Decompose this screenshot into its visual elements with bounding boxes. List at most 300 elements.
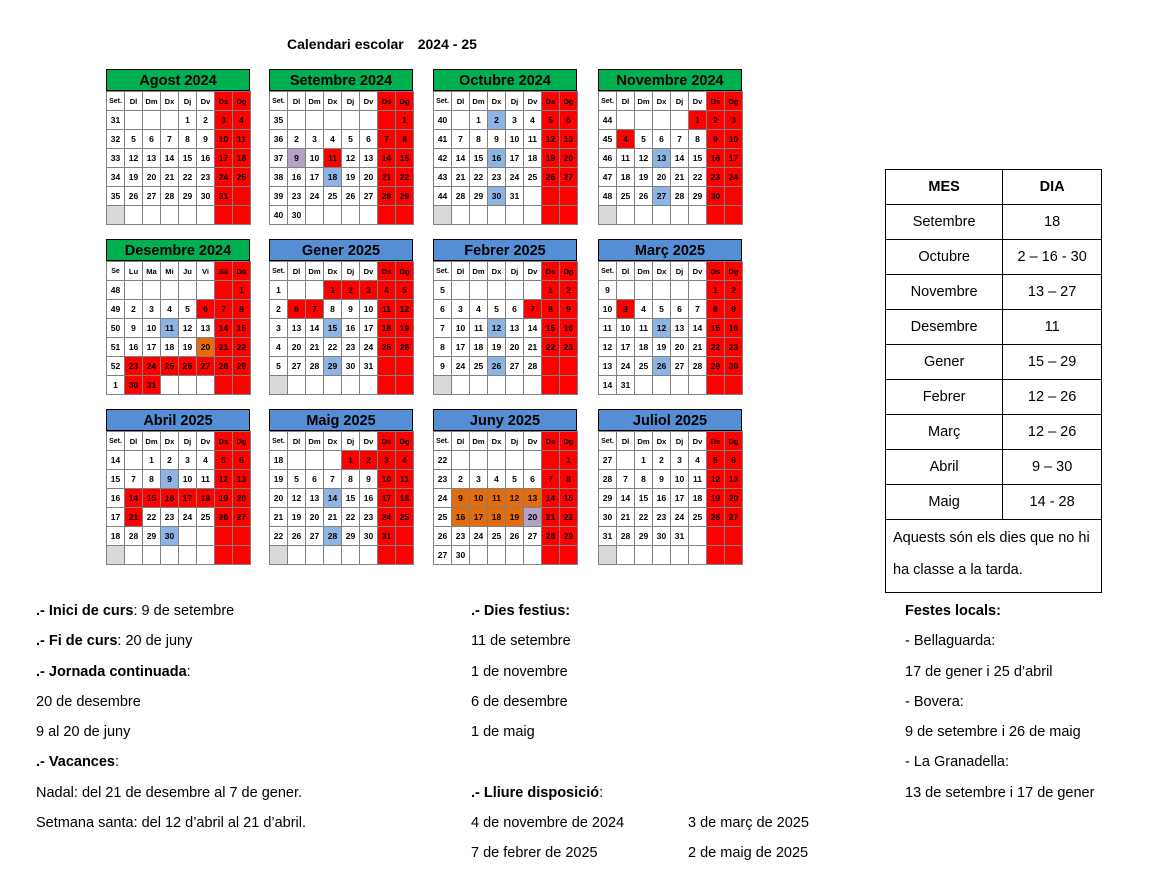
week-row <box>599 187 743 206</box>
day-cell: 28 <box>378 187 396 206</box>
weekday-cell: Ds <box>542 262 560 281</box>
day-cell: 6 <box>506 300 524 319</box>
day-cell: 9 <box>725 300 743 319</box>
week-number: 45 <box>599 130 617 149</box>
festa-local-item: - Bovera: <box>905 693 964 710</box>
inici-label: .- Inici de curs <box>36 603 134 619</box>
mid-info-column <box>471 596 624 869</box>
weekday-cell: Ds <box>378 92 396 111</box>
day-cell: 22 <box>396 168 414 187</box>
day-cell: 23 <box>360 508 378 527</box>
day-cell: 9 <box>342 300 360 319</box>
day-cell: 13 <box>360 149 378 168</box>
week-row <box>434 281 578 300</box>
week-row <box>270 281 414 300</box>
day-cell: 1 <box>143 451 161 470</box>
day-cell: 14 <box>671 149 689 168</box>
day-cell: 27 <box>360 187 378 206</box>
day-cell: 16 <box>707 149 725 168</box>
day-cell: 19 <box>542 149 560 168</box>
festa-local-item: - Bellaguarda: <box>905 633 996 650</box>
day-cell: 20 <box>197 338 215 357</box>
day-cell: 15 <box>342 489 360 508</box>
day-cell <box>707 527 725 546</box>
week-row <box>270 470 414 489</box>
day-cell: 18 <box>470 338 488 357</box>
day-cell <box>197 206 215 225</box>
week-row <box>434 546 578 565</box>
day-cell: 26 <box>707 508 725 527</box>
day-cell <box>488 546 506 565</box>
day-cell: 23 <box>197 168 215 187</box>
week-row <box>599 357 743 376</box>
day-cell: 10 <box>506 130 524 149</box>
weekday-cell: Ds <box>215 92 233 111</box>
day-cell <box>452 376 470 395</box>
weekday-cell: Dx <box>653 262 671 281</box>
weekday-cell: Dm <box>143 92 161 111</box>
week-number: 31 <box>107 111 125 130</box>
weekday-cell: Ds <box>707 92 725 111</box>
day-cell <box>653 206 671 225</box>
weekday-cell: Dl <box>452 92 470 111</box>
week-number: 25 <box>434 508 452 527</box>
week-number: 5 <box>270 357 288 376</box>
day-cell <box>470 281 488 300</box>
day-cell: 26 <box>125 187 143 206</box>
day-cell: 3 <box>725 111 743 130</box>
day-cell <box>197 376 215 395</box>
day-cell: 5 <box>653 300 671 319</box>
day-cell: 27 <box>725 508 743 527</box>
day-cell: 26 <box>506 527 524 546</box>
day-cell: 12 <box>488 319 506 338</box>
day-cell <box>689 376 707 395</box>
week-row <box>270 319 414 338</box>
weekday-cell: Dl <box>617 262 635 281</box>
weekday-cell: Dv <box>360 432 378 451</box>
day-cell: 15 <box>542 319 560 338</box>
day-cell <box>324 206 342 225</box>
week-number: 20 <box>270 489 288 508</box>
day-cell: 1 <box>707 281 725 300</box>
fi-label: .- Fi de curs <box>36 633 118 650</box>
side-mes: Setembre <box>886 205 1003 240</box>
weekday-cell: Dg <box>560 262 578 281</box>
month-title: Gener 2025 <box>269 239 413 261</box>
week-row <box>599 489 743 508</box>
week-row <box>599 130 743 149</box>
day-cell: 24 <box>179 508 197 527</box>
day-cell: 20 <box>306 508 324 527</box>
day-cell: 21 <box>324 508 342 527</box>
day-cell <box>378 376 396 395</box>
side-row <box>886 380 1102 415</box>
day-cell: 13 <box>306 489 324 508</box>
weekday-cell: Dv <box>197 432 215 451</box>
lliure-item: 3 de març de 2025 <box>688 815 809 831</box>
day-cell: 19 <box>342 168 360 187</box>
week-number: 40 <box>434 111 452 130</box>
weekday-cell: Dv <box>689 262 707 281</box>
week-number: 4 <box>270 338 288 357</box>
week-number: 41 <box>434 130 452 149</box>
day-cell: 3 <box>143 300 161 319</box>
month-table <box>598 91 743 225</box>
day-cell: 5 <box>635 130 653 149</box>
day-cell: 11 <box>161 319 179 338</box>
weekday-cell: Dj <box>506 432 524 451</box>
festa-local-item: - La Granadella: <box>905 754 1009 771</box>
day-cell <box>689 546 707 565</box>
side-dia: 13 – 27 <box>1003 275 1102 310</box>
weekday-cell: Dm <box>306 92 324 111</box>
weekday-cell: Ds <box>707 262 725 281</box>
day-cell: 18 <box>635 338 653 357</box>
day-cell: 3 <box>671 451 689 470</box>
day-cell: 31 <box>360 357 378 376</box>
day-cell: 22 <box>324 338 342 357</box>
day-cell: 18 <box>617 168 635 187</box>
day-cell <box>725 187 743 206</box>
day-cell <box>215 376 233 395</box>
day-cell: 9 <box>452 489 470 508</box>
day-cell: 11 <box>197 470 215 489</box>
day-cell <box>306 206 324 225</box>
day-cell: 8 <box>179 130 197 149</box>
day-cell: 29 <box>233 357 251 376</box>
day-cell: 27 <box>653 187 671 206</box>
week-row <box>270 451 414 470</box>
day-cell: 14 <box>215 319 233 338</box>
day-cell: 22 <box>179 168 197 187</box>
weekday-cell: Dv <box>524 262 542 281</box>
day-cell <box>725 376 743 395</box>
day-cell: 28 <box>306 357 324 376</box>
festiu-item: 1 de novembre <box>471 663 568 680</box>
day-cell <box>725 546 743 565</box>
day-cell: 10 <box>470 489 488 508</box>
day-cell <box>396 546 414 565</box>
day-cell: 11 <box>635 319 653 338</box>
day-cell: 19 <box>288 508 306 527</box>
day-cell <box>506 376 524 395</box>
lliure-second-column <box>688 808 809 869</box>
day-cell: 16 <box>488 149 506 168</box>
side-row <box>886 310 1102 345</box>
week-number: 38 <box>270 168 288 187</box>
day-cell: 23 <box>288 187 306 206</box>
day-cell <box>653 111 671 130</box>
day-cell: 8 <box>635 470 653 489</box>
day-cell: 19 <box>179 338 197 357</box>
month-calendar <box>106 409 250 565</box>
day-cell: 5 <box>542 111 560 130</box>
day-cell: 2 <box>288 130 306 149</box>
day-cell <box>197 546 215 565</box>
day-cell: 24 <box>378 508 396 527</box>
weekday-cell: Sá <box>215 262 233 281</box>
day-cell: 7 <box>689 300 707 319</box>
week-row <box>107 357 251 376</box>
day-cell <box>396 376 414 395</box>
vacances-label: .- Vacances <box>36 754 115 771</box>
day-cell: 26 <box>396 338 414 357</box>
weekday-cell: Ds <box>542 432 560 451</box>
day-cell: 12 <box>396 300 414 319</box>
day-cell <box>288 376 306 395</box>
day-cell <box>233 527 251 546</box>
week-number: 49 <box>107 300 125 319</box>
day-cell: 25 <box>689 508 707 527</box>
week-number: 15 <box>107 470 125 489</box>
week-header-cell: Set. <box>270 92 288 111</box>
day-cell <box>707 546 725 565</box>
day-cell: 11 <box>617 149 635 168</box>
weekday-cell: Dl <box>288 262 306 281</box>
day-cell: 30 <box>342 357 360 376</box>
week-number <box>107 206 125 225</box>
day-cell: 1 <box>342 451 360 470</box>
week-row <box>599 206 743 225</box>
day-cell: 30 <box>161 527 179 546</box>
day-cell: 15 <box>560 489 578 508</box>
day-cell: 3 <box>179 451 197 470</box>
day-cell <box>179 376 197 395</box>
day-cell <box>635 376 653 395</box>
day-cell: 25 <box>396 508 414 527</box>
day-cell: 22 <box>143 508 161 527</box>
week-number: 9 <box>599 281 617 300</box>
day-cell: 28 <box>324 527 342 546</box>
week-number: 5 <box>434 281 452 300</box>
day-cell: 27 <box>560 168 578 187</box>
day-cell <box>360 546 378 565</box>
day-cell <box>143 111 161 130</box>
day-cell <box>342 546 360 565</box>
week-number: 3 <box>270 319 288 338</box>
side-dia: 9 – 30 <box>1003 450 1102 485</box>
day-cell: 21 <box>125 508 143 527</box>
weekday-cell: Dg <box>396 262 414 281</box>
vacances-colon: : <box>115 754 120 771</box>
day-cell <box>671 281 689 300</box>
day-cell: 4 <box>524 111 542 130</box>
day-cell: 1 <box>470 111 488 130</box>
day-cell: 30 <box>488 187 506 206</box>
day-cell <box>233 206 251 225</box>
day-cell: 22 <box>707 338 725 357</box>
week-row <box>434 149 578 168</box>
day-cell: 23 <box>653 508 671 527</box>
day-cell: 30 <box>707 187 725 206</box>
week-row <box>107 206 251 225</box>
month-table <box>106 261 251 395</box>
day-cell: 7 <box>542 470 560 489</box>
day-cell: 24 <box>725 168 743 187</box>
week-number: 30 <box>599 508 617 527</box>
side-row <box>886 450 1102 485</box>
weekday-cell: Dg <box>725 92 743 111</box>
weekday-cell: Ds <box>215 432 233 451</box>
day-cell: 5 <box>288 470 306 489</box>
day-cell: 8 <box>342 470 360 489</box>
month-table <box>433 431 578 565</box>
day-cell: 1 <box>542 281 560 300</box>
day-cell: 9 <box>707 130 725 149</box>
weekday-cell: Do <box>233 262 251 281</box>
day-cell: 27 <box>197 357 215 376</box>
month-title: Març 2025 <box>598 239 742 261</box>
day-cell: 3 <box>470 470 488 489</box>
side-mes: Febrer <box>886 380 1003 415</box>
day-cell: 4 <box>689 451 707 470</box>
day-cell: 14 <box>306 319 324 338</box>
week-row <box>107 281 251 300</box>
week-header-cell: Set. <box>599 262 617 281</box>
festiu-item: 1 de maig <box>471 724 535 741</box>
day-cell <box>542 451 560 470</box>
day-cell <box>506 281 524 300</box>
vacances-nadal: Nadal: del 21 de desembre al 7 de gener. <box>36 784 303 801</box>
day-cell: 13 <box>506 319 524 338</box>
day-cell: 22 <box>635 508 653 527</box>
week-row <box>270 168 414 187</box>
day-cell: 29 <box>689 187 707 206</box>
week-row <box>434 319 578 338</box>
weekday-cell: Dg <box>233 92 251 111</box>
day-cell: 29 <box>635 527 653 546</box>
week-number: 27 <box>434 546 452 565</box>
title-year: 2024 - 25 <box>417 36 477 52</box>
day-cell: 13 <box>560 130 578 149</box>
week-number: 2 <box>270 300 288 319</box>
side-row <box>886 345 1102 380</box>
day-cell: 3 <box>215 111 233 130</box>
day-cell: 18 <box>396 489 414 508</box>
day-cell: 23 <box>560 338 578 357</box>
day-cell: 18 <box>197 489 215 508</box>
day-cell: 7 <box>452 130 470 149</box>
day-cell <box>542 376 560 395</box>
day-cell: 9 <box>161 470 179 489</box>
day-cell: 21 <box>452 168 470 187</box>
lliure-item: 7 de febrer de 2025 <box>471 845 598 862</box>
day-cell: 30 <box>452 546 470 565</box>
week-number <box>107 546 125 565</box>
day-cell: 20 <box>560 149 578 168</box>
festius-heading <box>471 596 624 626</box>
day-cell <box>725 206 743 225</box>
month-calendar <box>269 239 413 395</box>
day-cell: 24 <box>470 527 488 546</box>
month-calendar <box>269 409 413 565</box>
day-cell: 8 <box>542 300 560 319</box>
week-number: 22 <box>434 451 452 470</box>
day-cell: 10 <box>671 470 689 489</box>
week-row <box>107 546 251 565</box>
day-cell <box>524 546 542 565</box>
month-calendar <box>106 69 250 225</box>
day-cell: 28 <box>542 527 560 546</box>
week-number: 52 <box>107 357 125 376</box>
month-calendar <box>433 239 577 395</box>
month-table <box>269 91 414 225</box>
side-table-header <box>886 170 1102 205</box>
day-cell: 4 <box>324 130 342 149</box>
side-row <box>886 415 1102 450</box>
week-row <box>599 470 743 489</box>
day-cell <box>617 281 635 300</box>
week-header-cell: Set. <box>599 432 617 451</box>
day-cell: 11 <box>233 130 251 149</box>
day-cell: 18 <box>689 489 707 508</box>
day-cell <box>125 451 143 470</box>
day-cell: 13 <box>233 470 251 489</box>
week-row <box>107 130 251 149</box>
day-cell: 22 <box>233 338 251 357</box>
day-cell: 16 <box>653 489 671 508</box>
week-header-cell: Set. <box>107 92 125 111</box>
day-cell: 28 <box>671 187 689 206</box>
day-cell <box>306 451 324 470</box>
day-cell: 6 <box>524 470 542 489</box>
weekday-cell: Dl <box>452 262 470 281</box>
weekday-cell: Dx <box>653 92 671 111</box>
day-cell: 19 <box>125 168 143 187</box>
week-row <box>434 300 578 319</box>
day-cell: 16 <box>560 319 578 338</box>
day-cell: 2 <box>360 451 378 470</box>
week-row <box>107 187 251 206</box>
weekday-cell: Dj <box>342 432 360 451</box>
day-cell <box>725 527 743 546</box>
month-table <box>106 431 251 565</box>
day-cell: 12 <box>506 489 524 508</box>
day-cell <box>470 206 488 225</box>
day-cell <box>396 357 414 376</box>
day-cell: 25 <box>617 187 635 206</box>
day-cell: 7 <box>125 470 143 489</box>
day-cell: 1 <box>560 451 578 470</box>
week-number: 33 <box>107 149 125 168</box>
weekday-header <box>270 432 414 451</box>
day-cell: 27 <box>671 357 689 376</box>
left-info-column <box>36 596 306 838</box>
festius-label: .- Dies festius <box>471 603 566 619</box>
side-mes: Octubre <box>886 240 1003 275</box>
day-cell: 11 <box>396 470 414 489</box>
weekday-cell: Dj <box>671 92 689 111</box>
day-cell: 30 <box>125 376 143 395</box>
day-cell: 16 <box>197 149 215 168</box>
day-cell: 15 <box>143 489 161 508</box>
day-cell <box>560 546 578 565</box>
day-cell: 10 <box>179 470 197 489</box>
day-cell: 18 <box>488 508 506 527</box>
week-number: 50 <box>107 319 125 338</box>
day-cell: 25 <box>324 187 342 206</box>
day-cell <box>360 376 378 395</box>
weekday-cell: Dm <box>470 262 488 281</box>
day-cell <box>342 376 360 395</box>
day-cell: 10 <box>378 470 396 489</box>
day-cell: 10 <box>725 130 743 149</box>
day-cell: 2 <box>452 470 470 489</box>
day-cell: 13 <box>288 319 306 338</box>
day-cell: 28 <box>125 527 143 546</box>
inici-value: : 9 de setembre <box>133 603 235 619</box>
